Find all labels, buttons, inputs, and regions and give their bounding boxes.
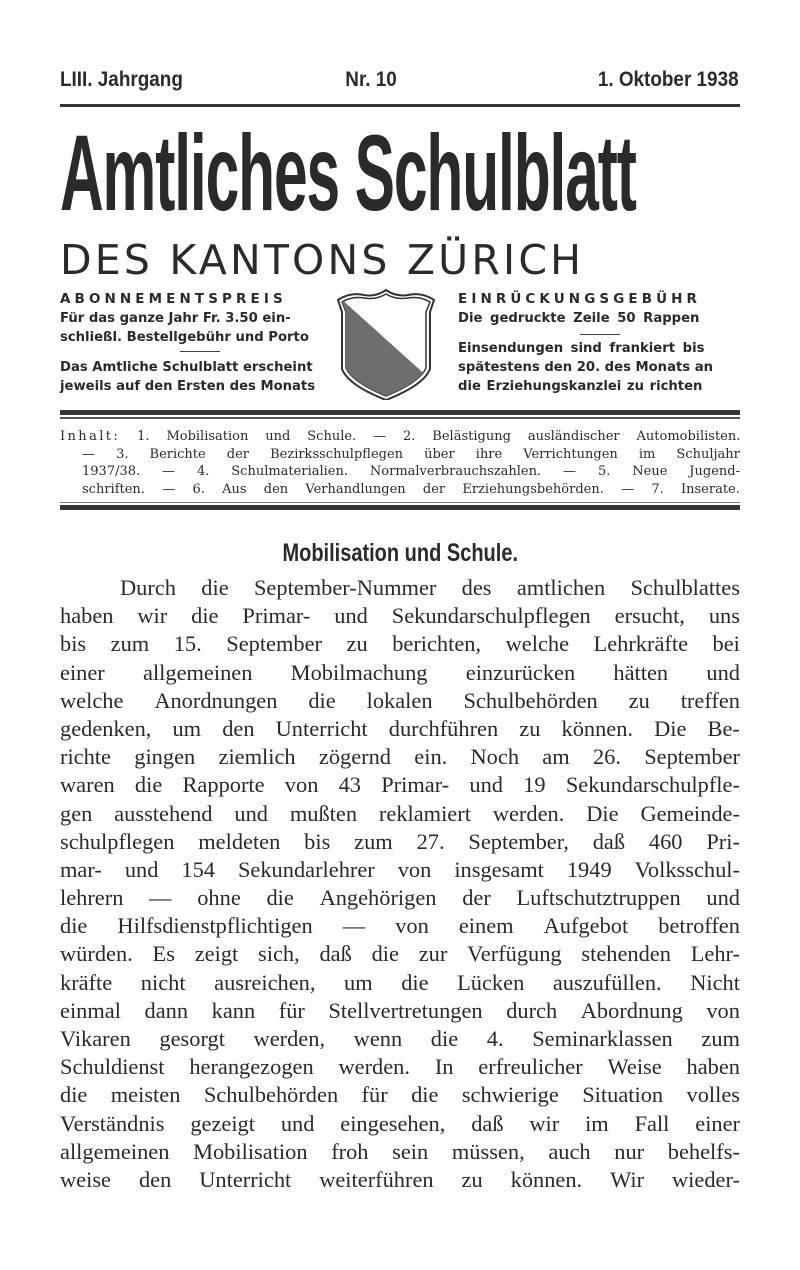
contents-double-rule [60,502,740,512]
article-line: einer allgemeinen Mobilmachung einzurücken hätten und [60,659,740,685]
article-line: kräfte nicht ausreichen, um die Lücken auszufüllen. Nicht [60,969,740,995]
article-line: gedenken, um den Unterricht durchführen zu können. Die Be- [60,715,740,741]
publication-title: Amtliches Schulblatt [60,112,636,233]
subscription-line: schließl. Bestellgebühr und Porto [60,330,309,345]
masthead-rule [60,104,740,107]
article-body [60,574,740,1194]
publication-note-line: jeweils auf den Ersten des Monats [60,379,316,394]
table-of-contents [60,428,740,498]
subscription-info [60,290,340,396]
subscription-heading: ABONNEMENTSPREIS [60,291,287,307]
article-line: Schuldienst herangezogen werden. In erfreulicher Weise haben [60,1054,740,1080]
article-line: lehrern — ohne die Angehörigen der Luftschutztruppen und [60,885,740,911]
zurich-coat-of-arms-shield-icon [330,288,442,400]
article-line: schulpflegen meldeten bis zum 27. September, daß 460 Pri- [60,828,740,854]
article-line: waren die Rapporte von 43 Primar- und 19 Sekundarschulpfle- [60,772,740,798]
insertion-heading: EINRÜCKUNGSGEBÜHR [458,291,702,307]
volume-label: LIII. Jahrgang [60,68,183,91]
article-line: gen ausstehend und mußten reklamiert werden. Die Gemeinde- [60,800,740,826]
article-line: allgemeinen Mobilisation froh sein müssen, auch nur behelfs- [60,1138,740,1164]
divider [580,334,620,335]
article-line: haben wir die Primar- und Sekundarschulpflegen ersucht, uns [60,603,740,629]
article-line: würden. Es zeigt sich, daß die zur Verfügung stehenden Lehr- [60,941,740,967]
issue-date: 1. Oktober 1938 [597,68,739,91]
article-line: die meisten Schulbehörden für die schwierige Situation volles [60,1082,740,1108]
contents-line: schriften. — 6. Aus den Verhandlungen der Erziehungsbehörden. — 7. Inserate. [82,481,740,497]
article-line: weise den Unterricht weiterführen zu können. Wir wieder- [60,1166,740,1192]
article-line: Verständnis gezeigt und eingesehen, daß wir im Fall einer [60,1110,740,1136]
divider [180,351,220,352]
header-double-rule [60,410,740,420]
submission-note-line: spätestens den 20. des Monats an [458,360,714,375]
masthead-issue-line [60,68,739,98]
contents-line: Inhalt: 1. Mobilisation und Schule. — 2. Belästigung ausländischer Automobilisten. [60,429,741,444]
publication-subtitle: DES KANTONS ZÜRICH [60,236,585,284]
article-line: Vikaren gesorgt werden, wenn die 4. Seminarklassen zum [60,1026,740,1051]
article-line: welche Anordnungen die lokalen Schulbehörden zu treffen [60,687,740,713]
submission-note-line: die Erziehungskanzlei zu richten [458,379,703,394]
issue-number: Nr. 10 [345,68,397,91]
article-line: bis zum 15. September zu berichten, welche Lehrkräfte bei [60,631,740,657]
submission-note-line: Einsendungen sind frankiert bis [458,341,705,356]
contents-line: 1937/38. — 4. Schulmaterialien. Normalverbrauchszahlen. — 5. Neue Jugend- [82,464,740,479]
publication-note-line: Das Amtliche Schulblatt erscheint [60,360,313,375]
insertion-line: Die gedruckte Zeile 50 Rappen [458,311,700,326]
article-title: Mobilisation und Schule. [282,539,518,567]
article-line: die Hilfsdienstpflichtigen — von einem Aufgebot betroffen [60,913,740,939]
contents-line: — 3. Berichte der Bezirksschulpflegen über ihre Verrichtungen im Schuljahr [82,446,740,462]
subscription-line: Für das ganze Jahr Fr. 3.50 ein- [60,311,291,326]
article-line: richte gingen ziemlich zögernd ein. Noch am 26. September [60,744,740,770]
article-line: mar- und 154 Sekundarlehrer von insgesamt 1949 Volksschul- [60,856,740,882]
contents-label: Inhalt: [60,429,121,444]
article-line: Durch die September-Nummer des amtlichen Schulblattes [120,575,740,600]
insertion-info [458,290,742,396]
article-line: einmal dann kann für Stellvertretungen durch Abordnung von [60,997,740,1023]
